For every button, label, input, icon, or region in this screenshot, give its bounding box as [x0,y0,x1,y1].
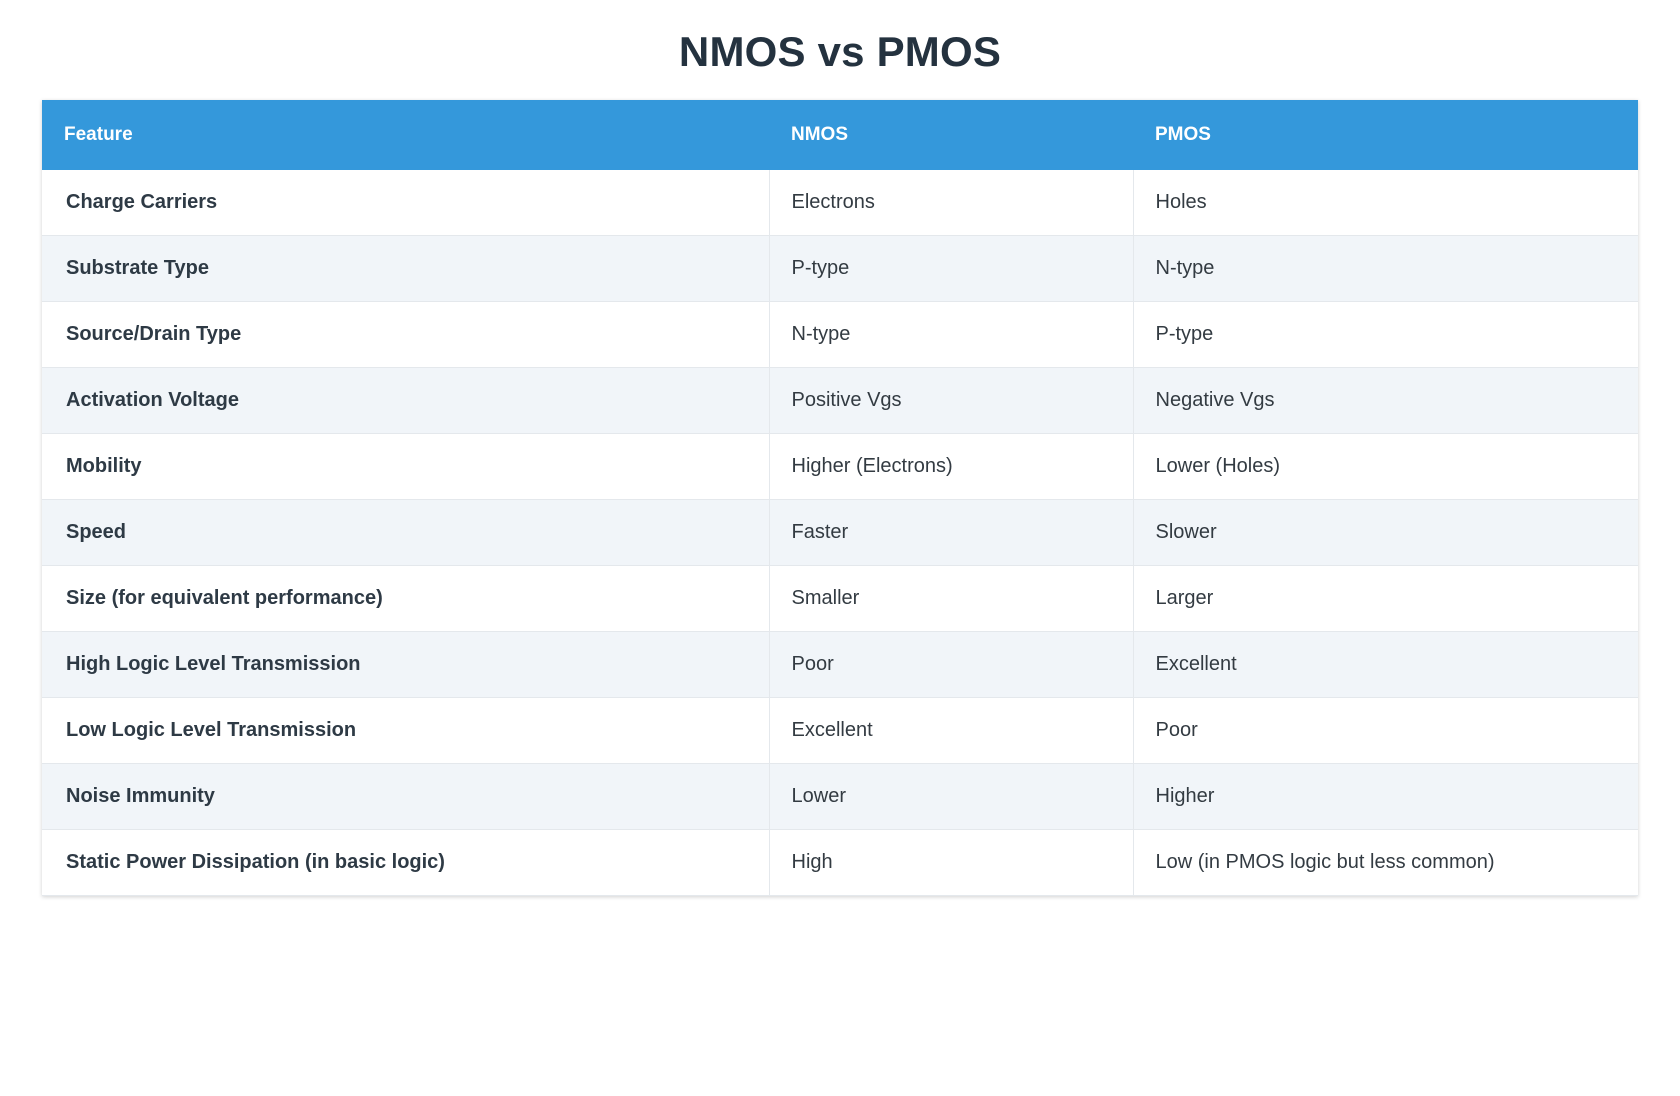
comparison-table [42,100,1638,896]
cell-nmos: N-type [769,302,1133,368]
cell-feature: Static Power Dissipation (in basic logic) [42,830,769,896]
cell-feature: Noise Immunity [42,764,769,830]
table-row [42,632,1638,698]
column-header-nmos: NMOS [769,100,1133,170]
cell-feature: Mobility [42,434,769,500]
table-row [42,236,1638,302]
table-row [42,302,1638,368]
table-row [42,170,1638,236]
cell-feature: Low Logic Level Transmission [42,698,769,764]
cell-pmos: N-type [1133,236,1638,302]
cell-nmos: Positive Vgs [769,368,1133,434]
cell-feature: Charge Carriers [42,170,769,236]
column-header-pmos: PMOS [1133,100,1638,170]
cell-nmos: Poor [769,632,1133,698]
cell-pmos: Larger [1133,566,1638,632]
comparison-table-container [42,100,1638,896]
cell-feature: Speed [42,500,769,566]
page-title: NMOS vs PMOS [678,28,1002,75]
table-row [42,830,1638,896]
cell-nmos: P-type [769,236,1133,302]
cell-feature: High Logic Level Transmission [42,632,769,698]
table-row [42,566,1638,632]
cell-pmos: Higher [1133,764,1638,830]
cell-pmos: Slower [1133,500,1638,566]
cell-pmos: Excellent [1133,632,1638,698]
cell-pmos: Poor [1133,698,1638,764]
table-row [42,698,1638,764]
cell-nmos: Excellent [769,698,1133,764]
cell-nmos: Faster [769,500,1133,566]
cell-pmos: Low (in PMOS logic but less common) [1133,830,1638,896]
cell-pmos: Lower (Holes) [1133,434,1638,500]
table-header-row [42,100,1638,170]
table-header [42,100,1638,170]
cell-pmos: P-type [1133,302,1638,368]
table-body [42,170,1638,896]
cell-nmos: Electrons [769,170,1133,236]
cell-nmos: Higher (Electrons) [769,434,1133,500]
cell-nmos: Lower [769,764,1133,830]
cell-nmos: Smaller [769,566,1133,632]
cell-nmos: High [769,830,1133,896]
table-row [42,764,1638,830]
table-row [42,368,1638,434]
column-header-feature: Feature [42,100,769,170]
cell-feature: Substrate Type [42,236,769,302]
cell-feature: Activation Voltage [42,368,769,434]
table-row [42,434,1638,500]
cell-feature: Size (for equivalent performance) [42,566,769,632]
cell-pmos: Holes [1133,170,1638,236]
cell-pmos: Negative Vgs [1133,368,1638,434]
cell-feature: Source/Drain Type [42,302,769,368]
table-row [42,500,1638,566]
